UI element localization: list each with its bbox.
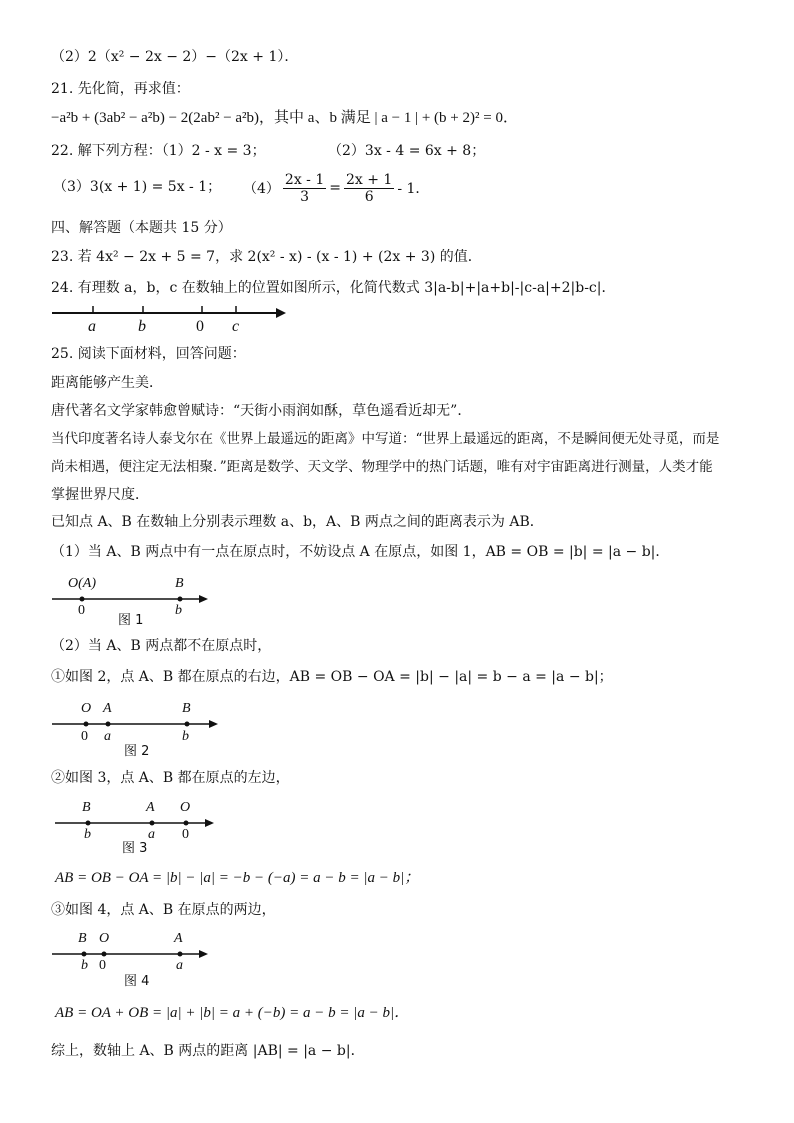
- fig4-label-b: b: [81, 958, 88, 973]
- q25-line-3: 当代印度著名诗人泰戈尔在《世界上最遥远的距离》中写道：“世界上最遥远的距离，不是瞬间便无处寻觅，而是: [51, 431, 720, 447]
- q25-case-2c: ③如图 4，点 A、B 在原点的两边，: [51, 902, 276, 918]
- fig3-label-a: a: [148, 827, 155, 842]
- q25-case-2b-formula: AB = OB − OA = |b| − |a| = −b − (−a) = a − b = |a − b|；: [55, 870, 420, 886]
- q21-title: 21. 先化简，再求值：: [51, 81, 190, 97]
- fig1-caption: 图 1: [118, 613, 144, 628]
- fig2-label-O: O: [81, 701, 92, 716]
- fig3-label-B: B: [82, 800, 91, 815]
- q24-text: 24. 有理数 a，b，c 在数轴上的位置如图所示，化简代数式 3|a-b|+|a+b|-|c-a|+2|b-c|．: [51, 280, 616, 296]
- fig4-caption: 图 4: [124, 974, 150, 989]
- fig4-label-a: a: [176, 958, 183, 973]
- fig2-label-0: 0: [81, 729, 88, 744]
- q22-part4: [243, 168, 429, 208]
- q25-case-2: （2）当 A、B 两点都不在原点时，: [51, 638, 272, 654]
- q20-part2: （2）2（x² − 2x − 2）−（2x + 1）．: [51, 49, 299, 65]
- q24-label-c: c: [232, 318, 240, 335]
- q25-line-4: 尚未相遇，便注定无法相聚．”距离是数学、天文学、物理学中的热门话题，唯有对宇宙距离进行测量，人类才能: [51, 459, 713, 475]
- q25-conclusion: 综上，数轴上 A、B 两点的距离 |AB| = |a − b|．: [51, 1043, 365, 1059]
- q25-case-2b: ②如图 3，点 A、B 都在原点的左边，: [51, 770, 290, 786]
- fraction-1-denominator: 3: [300, 188, 310, 205]
- fig2-caption: 图 2: [124, 744, 150, 759]
- q24-label-b: b: [138, 318, 146, 335]
- q25-title: 25. 阅读下面材料，回答问题：: [51, 346, 246, 362]
- equals-sign: =: [329, 180, 341, 196]
- fraction-2-denominator: 6: [364, 188, 374, 205]
- fig4-label-0: 0: [99, 958, 106, 973]
- q24-label-zero: 0: [196, 318, 204, 335]
- q21-expression: −a²b + (3ab² − a²b) − 2(2ab² − a²b)，其中 a、b 满足 | a − 1 | + (b + 2)² = 0．: [51, 110, 518, 126]
- q24-label-a: a: [88, 318, 96, 335]
- fig2-label-b: b: [182, 729, 189, 744]
- q25-line-1: 距离能够产生美．: [51, 375, 163, 391]
- q25-case-1: （1）当 A、B 两点中有一点在原点时，不妨设点 A 在原点，如图 1，AB = OB = |b| = |a − b|．: [51, 544, 670, 560]
- fraction-2: [344, 172, 394, 205]
- fig3-label-0: 0: [182, 827, 189, 842]
- q22-part3: （3）3(x + 1) = 5x - 1；: [53, 179, 222, 195]
- fig1-label-B: B: [175, 576, 184, 591]
- q25-case-2a: ①如图 2，点 A、B 都在原点的右边，AB = OB − OA = |b| − |a| = b − a = |a − b|；: [51, 669, 613, 685]
- fig1-label-oa: O(A): [68, 576, 96, 591]
- fig3-caption: 图 3: [122, 841, 148, 856]
- fraction-1-numerator: 2x - 1: [284, 171, 325, 188]
- fig4-label-A: A: [174, 931, 183, 946]
- q25-line-5: 掌握世界尺度．: [51, 487, 149, 503]
- q22-part2: （2）3x - 4 = 6x + 8；: [328, 143, 486, 159]
- q25-line-2: 唐代著名文学家韩愈曾赋诗：“天街小雨润如酥，草色遥看近却无”．: [51, 403, 472, 419]
- fig1-label-b: b: [175, 603, 182, 618]
- q22-part4-prefix: （4）: [243, 181, 280, 197]
- fig1-label-0: 0: [78, 603, 85, 618]
- fig3-label-A: A: [146, 800, 155, 815]
- q23-text: 23. 若 4x² − 2x + 5 = 7，求 2(x² - x) - (x - 1) + (2x + 3) 的值．: [51, 249, 482, 265]
- fraction-1: [283, 172, 326, 205]
- fig3-label-O: O: [180, 800, 191, 815]
- fig3-label-b: b: [84, 827, 91, 842]
- fig2-label-A: A: [103, 701, 112, 716]
- fig4-label-O: O: [99, 931, 110, 946]
- fig2-label-a: a: [104, 729, 111, 744]
- q25-line-6: 已知点 A、B 在数轴上分别表示理数 a、b，A、B 两点之间的距离表示为 AB．: [51, 514, 544, 530]
- fraction-2-numerator: 2x + 1: [346, 171, 393, 188]
- fig2-label-B: B: [182, 701, 191, 716]
- fig4-label-B: B: [78, 931, 87, 946]
- q22-part1: 22. 解下列方程：（1）2 - x = 3；: [51, 143, 266, 159]
- q25-case-2c-formula: AB = OA + OB = |a| + |b| = a + (−b) = a − b = |a − b|．: [55, 1005, 410, 1021]
- q22-part4-suffix: - 1．: [397, 181, 430, 197]
- section-four-heading: 四、解答题（本题共 15 分）: [51, 220, 232, 236]
